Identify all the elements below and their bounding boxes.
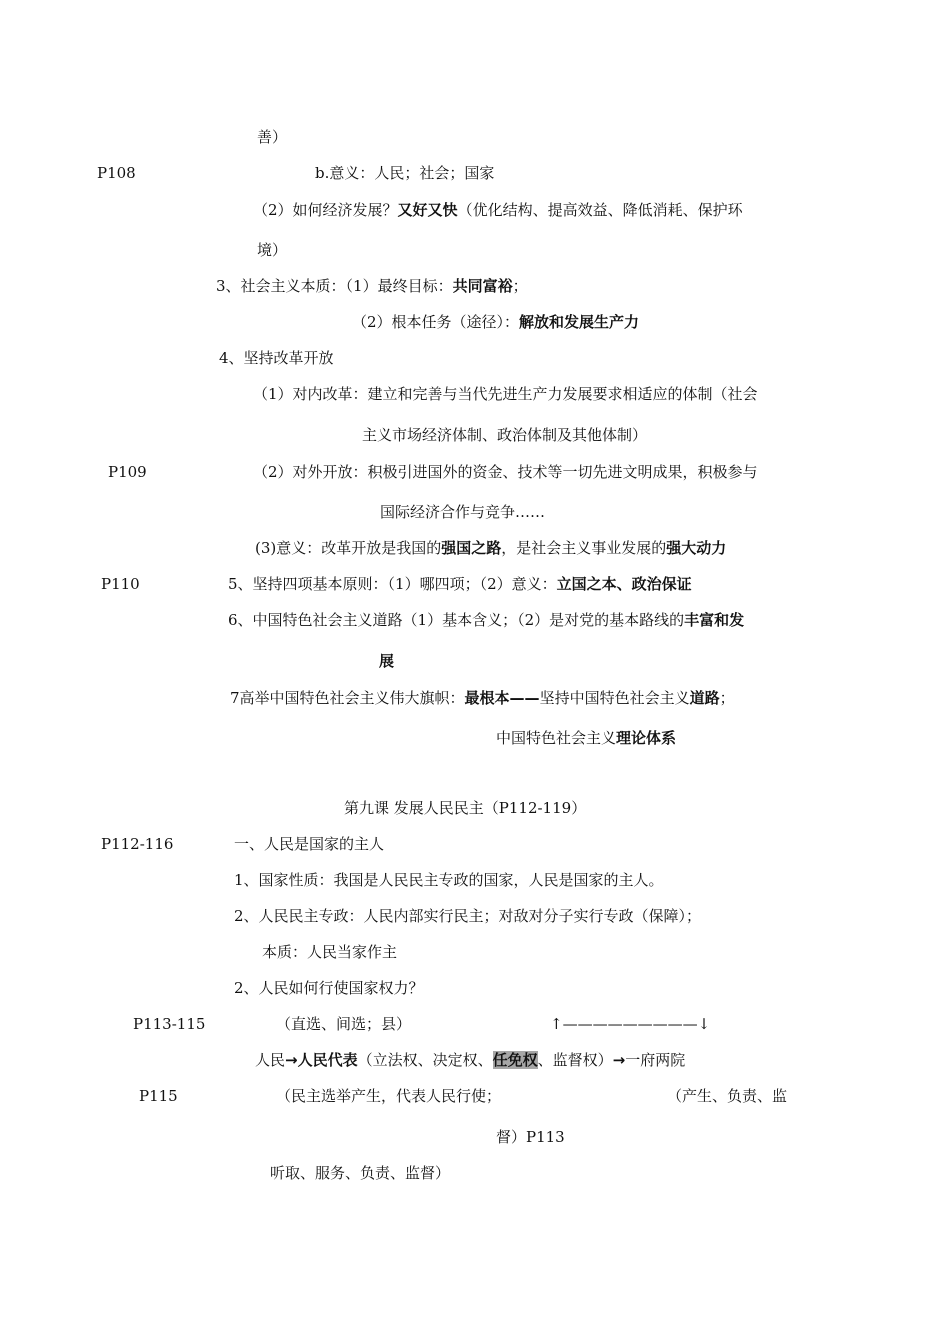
text-line: 国际经济合作与竞争…… <box>380 503 546 521</box>
text-line: (3)意义：改革开放是我国的强国之路，是社会主义事业发展的强大动力 <box>255 539 727 557</box>
text-line: （直选、间选；县） <box>276 1015 412 1033</box>
text-line: 2、人民民主专政：人民内部实行民主；对敌对分子实行专政（保障）； <box>234 907 702 925</box>
text-line: 一、人民是国家的主人 <box>234 835 385 853</box>
text-line: 1、国家性质：我国是人民民主专政的国家，人民是国家的主人。 <box>234 871 664 889</box>
page-reference: P113-115 <box>133 1015 206 1033</box>
text-line: b.意义：人民；社会；国家 <box>315 164 495 182</box>
text-line: 善） <box>257 128 288 146</box>
text-line: 境） <box>257 241 288 259</box>
page-reference: P109 <box>108 463 147 481</box>
text-line: （1）对内改革：建立和完善与当代先进生产力发展要求相适应的体制（社会 <box>253 385 758 403</box>
text-line: 展 <box>379 652 395 670</box>
text-line: 2、人民如何行使国家权力？ <box>234 979 424 997</box>
text-line: 中国特色社会主义理论体系 <box>496 729 677 747</box>
text-line: 本质：人民当家作主 <box>262 943 398 961</box>
text-line: 4、坚持改革开放 <box>219 349 334 367</box>
text-line: （2）如何经济发展？又好又快（优化结构、提高效益、降低消耗、保护环 <box>253 201 743 219</box>
text-line: 主义市场经济体制、政治体制及其他体制） <box>362 426 648 444</box>
text-line: 人民→人民代表（立法权、决定权、任免权、监督权）→一府两院 <box>255 1051 686 1069</box>
text-line: 督）P113 <box>496 1128 565 1146</box>
page-reference: P112-116 <box>101 835 174 853</box>
page-reference: P110 <box>101 575 140 593</box>
text-line: 3、社会主义本质：（1）最终目标：共同富裕； <box>216 277 528 295</box>
text-line: （2）根本任务（途径）：解放和发展生产力 <box>352 313 640 331</box>
section-heading: 第九课 发展人民民主（P112-119） <box>344 799 587 817</box>
text-line: 7高举中国特色社会主义伟大旗帜：最根本——坚持中国特色社会主义道路； <box>230 689 735 707</box>
page-reference: P108 <box>97 164 136 182</box>
highlighted-term: 任免权 <box>492 1051 538 1069</box>
page-reference: P115 <box>139 1087 178 1105</box>
text-line: 听取、服务、负责、监督） <box>270 1164 451 1182</box>
text-line: （2）对外开放：积极引进国外的资金、技术等一切先进文明成果，积极参与 <box>253 463 758 481</box>
text-line: （产生、负责、监 <box>667 1087 788 1105</box>
text-line: （民主选举产生，代表人民行使； <box>276 1087 502 1105</box>
text-line: 6、中国特色社会主义道路（1）基本含义；（2）是对党的基本路线的丰富和发 <box>228 611 745 629</box>
arrow-connector: ↑—————————↓ <box>550 1015 711 1033</box>
text-line: 5、坚持四项基本原则：（1）哪四项；（2）意义：立国之本、政治保证 <box>228 575 692 593</box>
